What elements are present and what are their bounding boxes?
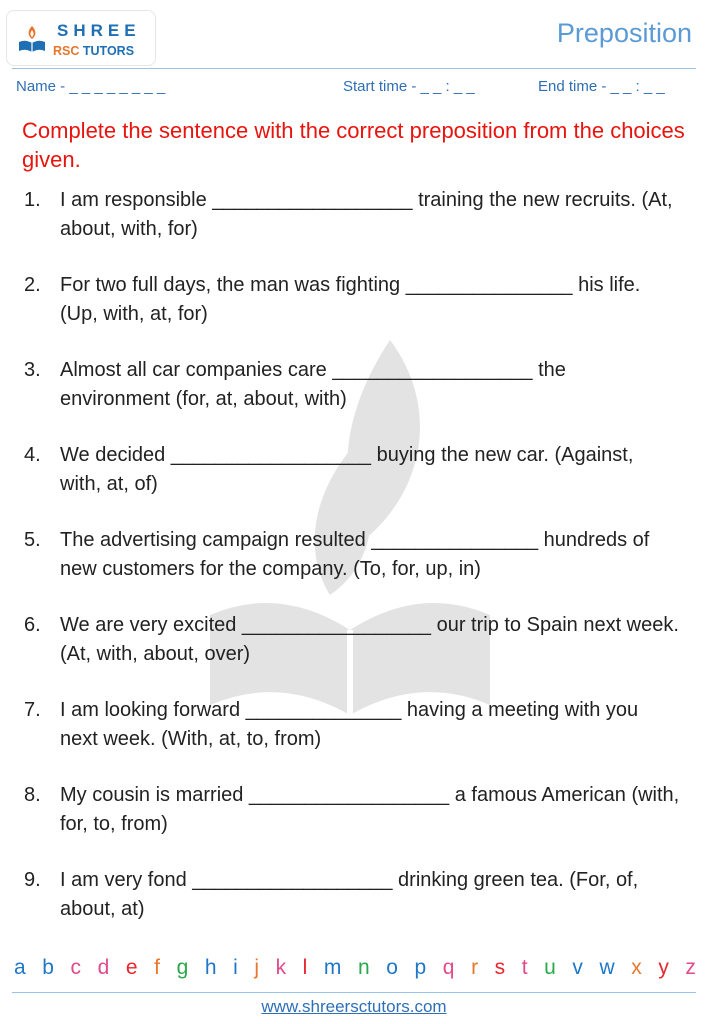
question-number: 5. bbox=[24, 529, 41, 551]
logo-name: SHREE bbox=[57, 21, 141, 40]
question-number: 4. bbox=[24, 444, 41, 466]
alphabet-letter: a bbox=[14, 956, 26, 979]
logo-subtitle bbox=[53, 44, 134, 58]
footer-divider bbox=[12, 992, 696, 993]
start-time-field: Start time - _ _ : _ _ bbox=[343, 78, 475, 95]
alphabet-letter: n bbox=[358, 956, 370, 979]
worksheet-meta-row bbox=[0, 78, 708, 98]
alphabet-letter: e bbox=[125, 956, 138, 979]
alphabet-letter: g bbox=[176, 956, 189, 979]
end-time-field: End time - _ _ : _ _ bbox=[538, 78, 665, 95]
alphabet-letter: b bbox=[42, 956, 54, 979]
alphabet-letter: d bbox=[97, 956, 110, 979]
question-item bbox=[24, 356, 694, 441]
logo-rsc-text: RSC bbox=[53, 44, 80, 58]
question-text: My cousin is married __________________ a famous American (with, for, to, from) bbox=[60, 784, 680, 835]
alphabet-letter: k bbox=[275, 956, 287, 979]
question-number: 1. bbox=[24, 189, 41, 211]
question-number: 3. bbox=[24, 359, 41, 381]
logo bbox=[6, 10, 156, 66]
alphabet-letter: x bbox=[631, 956, 642, 979]
question-text: I am very fond __________________ drinking green tea. (For, of, about, at) bbox=[60, 869, 639, 920]
alphabet-letter: o bbox=[386, 956, 398, 979]
question-item bbox=[24, 271, 694, 356]
name-field: Name - _ _ _ _ _ _ _ _ bbox=[16, 78, 166, 95]
alphabet-letter: u bbox=[544, 956, 556, 979]
question-item bbox=[24, 781, 694, 866]
alphabet-letter: p bbox=[414, 956, 427, 979]
question-text: I am looking forward ______________ having a meeting with you next week. (With, at, to, from) bbox=[60, 699, 639, 750]
question-item bbox=[24, 866, 694, 951]
alphabet-letter: w bbox=[599, 956, 615, 979]
question-item bbox=[24, 186, 694, 271]
question-text: The advertising campaign resulted _______________ hundreds of new customers for the company. (To, for, up, in) bbox=[60, 529, 650, 580]
question-item bbox=[24, 611, 694, 696]
alphabet-letter: l bbox=[302, 956, 308, 979]
website-link[interactable]: www.shreersctutors.com bbox=[261, 997, 447, 1016]
alphabet-strip bbox=[14, 956, 696, 984]
alphabet-letter: c bbox=[70, 956, 82, 979]
alphabet-letter: s bbox=[494, 956, 506, 979]
question-text: I am responsible __________________ training the new recruits. (At, about, with, for) bbox=[60, 189, 673, 240]
alphabet-letter: h bbox=[204, 956, 217, 979]
alphabet-letter: r bbox=[471, 956, 479, 979]
question-item bbox=[24, 441, 694, 526]
footer bbox=[0, 997, 708, 1017]
alphabet-letter: m bbox=[323, 956, 342, 979]
question-item bbox=[24, 696, 694, 781]
question-number: 8. bbox=[24, 784, 41, 806]
question-item bbox=[24, 526, 694, 611]
alphabet-letter: f bbox=[154, 956, 160, 979]
question-number: 6. bbox=[24, 614, 41, 636]
logo-tutors-text: TUTORS bbox=[82, 44, 135, 58]
alphabet-letter: t bbox=[521, 956, 528, 979]
question-text: We decided __________________ buying the new car. (Against, with, at, of) bbox=[60, 444, 634, 495]
question-text: We are very excited _________________ our trip to Spain next week. (At, with, about, over) bbox=[60, 614, 679, 665]
question-text: Almost all car companies care __________________ the environment (for, at, about, with) bbox=[60, 359, 566, 410]
alphabet-letter: v bbox=[572, 956, 583, 979]
alphabet-letter: z bbox=[685, 956, 696, 979]
alphabet-letter: j bbox=[254, 956, 260, 979]
question-list bbox=[24, 186, 694, 951]
alphabet-letter: q bbox=[442, 956, 455, 979]
question-number: 7. bbox=[24, 699, 41, 721]
question-text: For two full days, the man was fighting _______________ his life. (Up, with, at, for) bbox=[60, 274, 641, 325]
instruction-text: Complete the sentence with the correct preposition from the choices given. bbox=[22, 118, 685, 172]
page-title: Preposition bbox=[556, 18, 692, 48]
alphabet-letter: y bbox=[658, 956, 669, 979]
book-flame-logo-icon bbox=[17, 24, 47, 54]
question-number: 9. bbox=[24, 869, 41, 891]
header-divider bbox=[12, 68, 696, 69]
question-number: 2. bbox=[24, 274, 41, 296]
alphabet-letter: i bbox=[233, 956, 238, 979]
